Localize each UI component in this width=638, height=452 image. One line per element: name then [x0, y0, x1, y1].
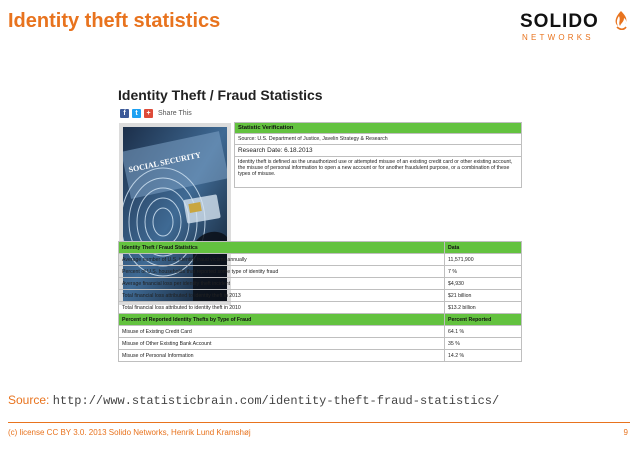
twitter-icon: t — [132, 109, 141, 118]
identity-theft-definition: Identity theft is defined as the unauthorized use or attempted misuse of an existing credit card or other existing account, the misuse of personal information to open a new account or for another fraudulent purpose, or a combination of these types of misuse. — [235, 157, 522, 188]
header-cell: Percent of Reported Identity Thefts by Type of Fraud — [119, 314, 445, 326]
share-label: Share This — [158, 109, 192, 117]
row-value: $4,930 — [445, 278, 522, 290]
table-row — [119, 326, 522, 338]
table-header-row — [119, 242, 522, 254]
header-cell: Identity Theft / Fraud Statistics — [119, 242, 445, 254]
verification-header: Statistic Verification — [235, 123, 522, 134]
embedded-webpage-screenshot — [115, 85, 525, 373]
table-row — [119, 350, 522, 362]
verification-source: Source: U.S. Department of Justice, Javelin Strategy & Research — [235, 134, 522, 145]
row-value: 14.2 % — [445, 350, 522, 362]
row-label: Misuse of Other Existing Bank Account — [119, 338, 445, 350]
row-value: $21 billion — [445, 290, 522, 302]
verification-table — [234, 122, 522, 188]
screenshot-title: Identity Theft / Fraud Statistics — [118, 87, 323, 103]
table-row — [119, 266, 522, 278]
row-value: 64.1 % — [445, 326, 522, 338]
table-row — [119, 278, 522, 290]
header-cell: Data — [445, 242, 522, 254]
facebook-icon: f — [120, 109, 129, 118]
row-value: 35 % — [445, 338, 522, 350]
logo-subtitle: NETWORKS — [522, 33, 594, 42]
row-label: Misuse of Personal Information — [119, 350, 445, 362]
source-label: Source: — [8, 393, 50, 407]
statistics-table — [118, 241, 522, 362]
header-cell: Percent Reported — [445, 314, 522, 326]
row-value: $13.2 billion — [445, 302, 522, 314]
table-row — [119, 290, 522, 302]
plus-share-icon: + — [144, 109, 153, 118]
row-label: Total financial loss attributed to identity theft in 2010 — [119, 302, 445, 314]
row-label: Average financial loss per identity theft incident — [119, 278, 445, 290]
table-header-row — [119, 314, 522, 326]
row-label: Percent of U.S. households that reported some type of identity fraud — [119, 266, 445, 278]
share-bar — [120, 107, 192, 119]
table-row — [119, 254, 522, 266]
row-label: Average number of U.S. identity fraud victims annually — [119, 254, 445, 266]
slide-title: Identity theft statistics — [8, 10, 221, 32]
source-url-link[interactable]: http://www.statisticbrain.com/identity-theft-fraud-statistics/ — [52, 394, 500, 408]
photo-card-text: SOCIAL SECURITY — [127, 150, 202, 175]
row-value: 7 % — [445, 266, 522, 278]
footer-license: (c) license CC BY 3.0. 2013 Solido Networks, Henrik Lund Kramshøj — [8, 428, 251, 437]
logo-word: SOLIDO — [520, 11, 599, 32]
row-value: 11,571,900 — [445, 254, 522, 266]
source-line — [8, 393, 499, 408]
footer-divider — [8, 422, 630, 423]
page-number: 9 — [623, 428, 628, 437]
table-row — [119, 338, 522, 350]
solido-logo — [520, 8, 632, 48]
row-label: Misuse of Existing Credit Card — [119, 326, 445, 338]
row-label: Total financial loss attributed to identity theft in 2013 — [119, 290, 445, 302]
research-date: Research Date: 6.18.2013 — [235, 145, 522, 157]
flame-icon — [612, 10, 630, 32]
table-row — [119, 302, 522, 314]
